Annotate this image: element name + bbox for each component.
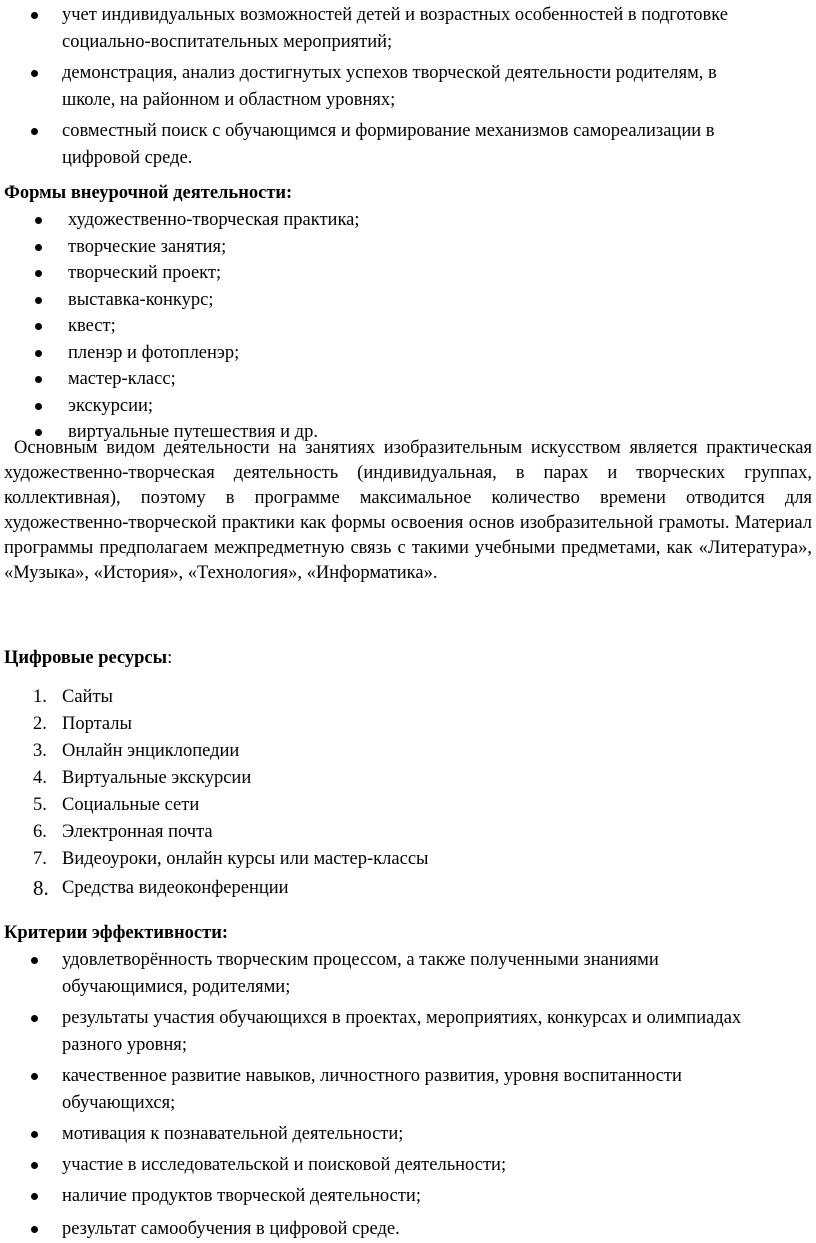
section-heading-digital	[4, 645, 172, 672]
list-item	[0, 684, 760, 711]
list-item	[0, 1121, 760, 1148]
list-item	[0, 738, 760, 765]
section-heading-forms: Формы внеурочной деятельности:	[4, 183, 293, 203]
main-paragraph	[4, 436, 812, 586]
list-item	[0, 207, 760, 234]
list-item	[0, 947, 760, 1001]
bullet-icon	[31, 1073, 38, 1080]
bullet-icon	[35, 217, 42, 224]
list-item	[0, 1216, 760, 1243]
list-item	[0, 1063, 760, 1117]
list-item	[0, 819, 760, 846]
bullet-icon	[31, 1131, 38, 1138]
list-item-text: демонстрация, анализ достигнутых успехов творческой деятельности родителям, в школе, на районном и областном уровнях;	[62, 63, 717, 110]
list-item-text: творческие занятия;	[68, 236, 227, 257]
bullet-icon	[35, 323, 42, 330]
list-item-text: учет индивидуальных возможностей детей и возрастных особенностей в подготовке социально-воспитательных мероприятий;	[62, 5, 728, 52]
bullet-icon	[31, 957, 38, 964]
list-item	[0, 1183, 760, 1210]
list-item-text: результат самообучения в цифровой среде.	[62, 1219, 400, 1239]
bullet-icon	[31, 1193, 38, 1200]
list-item-text: мотивация к познавательной деятельности;	[62, 1124, 404, 1144]
digital-resources-list	[0, 684, 760, 905]
bullet-icon	[31, 1226, 38, 1233]
list-number: 6.	[33, 822, 47, 842]
list-item-text: виртуальные путешествия и др.	[68, 422, 318, 442]
list-item	[0, 792, 760, 819]
list-item	[0, 234, 760, 261]
section-heading-criteria: Критерии эффективности:	[4, 923, 229, 943]
list-item-text: результаты участия обучающихся в проектах, мероприятиях, конкурсах и олимпиадах разного уровня;	[62, 1008, 742, 1055]
list-item	[0, 711, 760, 738]
bullet-icon	[31, 1162, 38, 1169]
list-item	[0, 393, 760, 420]
bullet-icon	[31, 128, 38, 135]
list-item	[0, 287, 760, 314]
list-number: 5.	[33, 795, 47, 815]
list-number: 7.	[33, 849, 47, 869]
heading-colon: :	[167, 648, 173, 668]
bullet-icon	[35, 244, 42, 251]
paragraph-text: Основным видом деятельности на занятиях изобразительным искусством является практическая художественно-творческая деятельность (индивидуальная, в парах и творческих группах, коллективная), поэтому в программе максимальное количество времени отводится для художественно-творческой практики как формы освоения основ изобразительной грамоты. Материал программы предполагаем межпредметную связь с такими учебными предметами, как «Литература», «Музыка», «История», «Технология», «Информатика».	[4, 438, 812, 583]
list-item-text: Онлайн энциклопедии	[62, 741, 240, 761]
list-item	[0, 846, 760, 873]
bullet-icon	[35, 403, 42, 410]
list-item	[0, 340, 760, 367]
bullet-icon	[35, 429, 42, 436]
list-item-text: Виртуальные экскурсии	[62, 768, 252, 788]
list-item-text: Средства видеоконференции	[62, 878, 289, 898]
list-item-text: художественно-творческая практика;	[68, 210, 360, 230]
list-item	[0, 1152, 760, 1179]
list-item	[0, 60, 760, 114]
heading-text: Цифровые ресурсы	[4, 648, 168, 668]
list-number: 8.	[33, 876, 49, 900]
criteria-list	[0, 947, 760, 1243]
bullet-icon	[31, 70, 38, 77]
bullet-icon	[35, 350, 42, 357]
list-item-text: экскурсии;	[68, 395, 154, 416]
list-item	[0, 1005, 760, 1059]
list-item-text: Электронная почта	[62, 822, 213, 842]
list-item-text: удовлетворённость творческим процессом, а также полученными знаниями обучающимися, родителями;	[62, 950, 659, 997]
list-item	[0, 313, 760, 340]
list-item-text: творческий проект;	[68, 263, 222, 283]
list-item-text: совместный поиск с обучающимся и формирование механизмов самореализации в цифровой среде.	[62, 121, 715, 168]
list-item-text: участие в исследовательской и поисковой деятельности;	[62, 1155, 507, 1175]
bullet-icon	[31, 12, 38, 19]
list-item-text: мастер-класс;	[68, 369, 176, 389]
list-item	[0, 366, 760, 393]
bullet-icon	[35, 376, 42, 383]
list-item	[0, 765, 760, 792]
list-item-text: квест;	[68, 316, 116, 336]
list-item-text: Порталы	[62, 714, 132, 734]
goals-list	[0, 2, 760, 172]
list-item-text: выставка-конкурс;	[68, 289, 214, 310]
bullet-icon	[31, 1015, 38, 1022]
list-item	[0, 2, 760, 56]
list-number: 4.	[33, 768, 47, 788]
list-item-text: Видеоуроки, онлайн курсы или мастер-классы	[62, 849, 429, 869]
list-item-text: Социальные сети	[62, 795, 200, 815]
list-number: 2.	[33, 714, 47, 734]
forms-list	[0, 207, 760, 446]
list-number: 1.	[33, 687, 47, 707]
list-item	[0, 118, 760, 172]
bullet-icon	[35, 297, 42, 304]
list-item-text: Сайты	[62, 687, 113, 707]
list-item-text: пленэр и фотопленэр;	[68, 342, 240, 363]
list-item	[0, 875, 760, 905]
list-item-text: качественное развитие навыков, личностного развития, уровня воспитанности обучающихся;	[62, 1066, 682, 1113]
bullet-icon	[35, 270, 42, 277]
list-item	[0, 260, 760, 287]
list-item-text: наличие продуктов творческой деятельности;	[62, 1186, 421, 1206]
list-number: 3.	[33, 741, 47, 761]
